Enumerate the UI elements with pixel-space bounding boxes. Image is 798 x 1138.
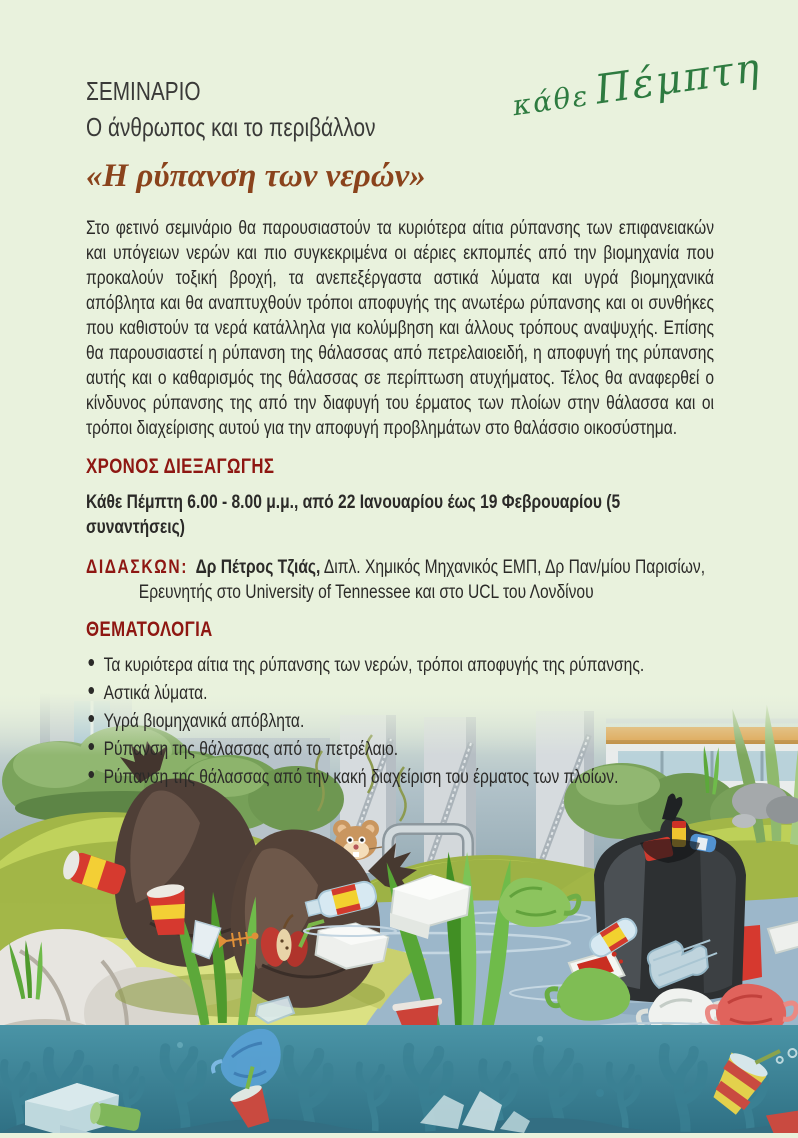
topic-item: • Ρύπανση της θάλασσας από την κακή διαχείριση του έρματος των πλοίων. bbox=[86, 765, 714, 790]
instructor-name: Δρ Πέτρος Τζιάς, bbox=[195, 556, 321, 578]
note-word-kathe: κάθε bbox=[510, 78, 592, 123]
seminar-kicker: ΣΕΜΙΝΑΡΙΟ bbox=[86, 76, 201, 106]
series-title: Ο άνθρωπος και το περιβάλλον bbox=[86, 112, 376, 142]
instructor-label: ΔΙΔΑΣΚΩΝ: bbox=[86, 556, 189, 578]
topic-item: • Αστικά λύματα. bbox=[86, 681, 714, 706]
instructor-credentials-line2: Ερευνητής στο University of Tennessee και στο UCL του Λονδίνου bbox=[138, 581, 594, 603]
topic-item: • Υγρά βιομηχανικά απόβλητα. bbox=[86, 709, 714, 734]
time-section-heading: ΧΡΟΝΟΣ ΔΙΕΞΑΓΩΓΗΣ bbox=[86, 455, 275, 478]
instructor-block bbox=[86, 555, 714, 605]
schedule-line: Κάθε Πέμπτη 6.00 - 8.00 μ.μ., από 22 Ιανουαρίου έως 19 Φεβρουαρίου (5 συναντήσεις) bbox=[86, 491, 621, 538]
main-title: «Η ρύπανση των νερών» bbox=[86, 158, 426, 194]
topics-section-heading: ΘΕΜΑΤΟΛΟΓΙΑ bbox=[86, 618, 213, 641]
topic-item: • Ρύπανση της θάλασσας από το πετρέλαιο. bbox=[86, 737, 714, 762]
intro-paragraph: Στο φετινό σεμινάριο θα παρουσιαστούν τα κυριότερα αίτια ρύπανσης των επιφανειακών και υπόγειων νερών και πιο συγκεκριμένα οι αέριες εκπομπές από την βιομηχανία που προκαλούν τοξική βροχή, τα ανεπεξέργαστα αστικά λύματα και υγρά βιομηχανικά απόβλητα και θα αναπτυχθούν τρόποι αποφυγής της ανωτέρω ρύπανσης και οι συνθήκες που καθιστούν τα νερά κατάλληλα για κολύμβηση και άλλους τρόπους αναψυχής. Επίσης θα παρουσιαστεί η ρύπανση της θάλασσας από πετρελαιοειδή, η αποφυγή της ρύπανσης αυτής και ο καθαρισμός της θάλασσας σε περίπτωση ατυχήματος. Τέλος θα αναφερθεί ο κίνδυνος ρύπανσης της από την διαφυγή του έρματος των πλοίων στην θάλασσα και οι τρόποι διαχείρισης αυτού για την αποφυγή προβλημάτων στο θαλάσσιο οικοσύστημα. bbox=[86, 217, 714, 439]
topics-list bbox=[86, 653, 714, 790]
underwater-scene bbox=[0, 1024, 798, 1133]
flyer-content bbox=[86, 76, 714, 793]
topic-item: • Τα κυριότερα αίτια της ρύπανσης των νερών, τρόποι αποφυγής της ρύπανσης. bbox=[86, 653, 714, 678]
instructor-credentials-line1: Διπλ. Χημικός Μηχανικός ΕΜΠ, Δρ Παν/μίου Παρισίων, bbox=[323, 556, 706, 578]
note-word-pempti: Πέμπτη bbox=[592, 44, 764, 114]
